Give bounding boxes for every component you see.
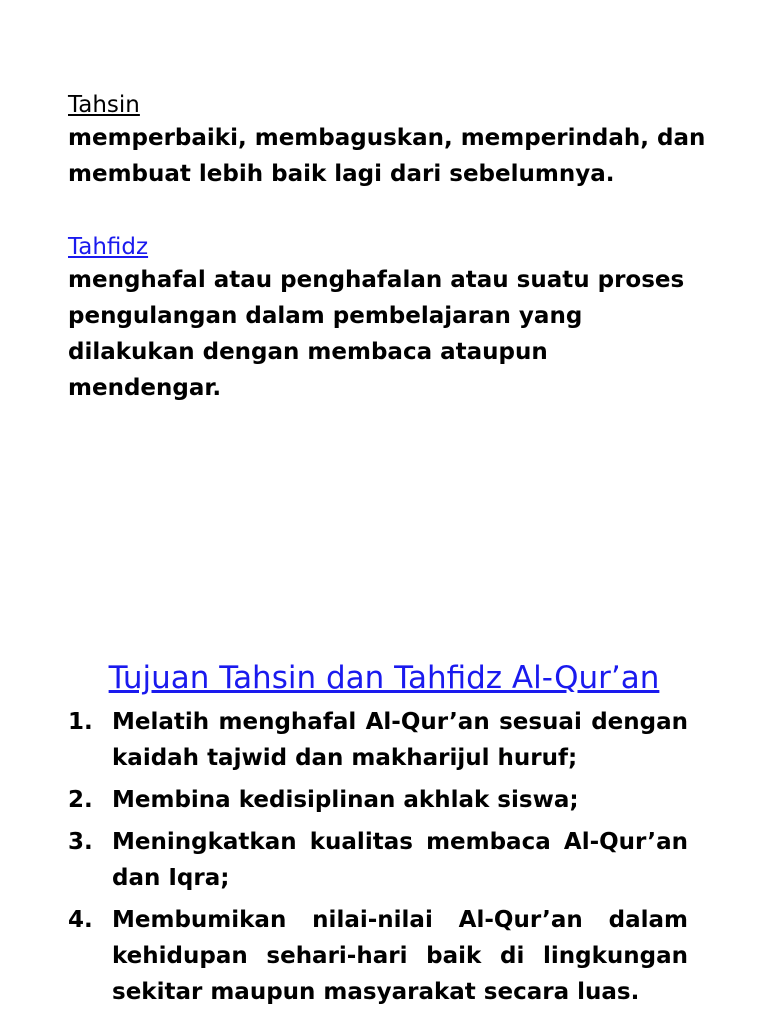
tahfidz-definition-block [68, 232, 708, 406]
list-item-text: Melatih menghafal Al-Qur’an sesuai dengan kaidah tajwid dan makharijul huruf; [112, 709, 688, 771]
tahsin-definition-block [68, 90, 708, 192]
list-item-number: 1. [68, 709, 93, 735]
list-item-number: 2. [68, 787, 93, 813]
list-item [68, 824, 688, 896]
tahsin-term: Tahsin [68, 92, 140, 118]
list-item-number: 4. [68, 907, 93, 933]
tahsin-definition: memperbaiki, membaguskan, memperindah, dan membuat lebih baik lagi dari sebelumnya. [68, 125, 706, 187]
list-item [68, 902, 688, 1010]
goals-title: Tujuan Tahsin dan Tahfidz Al-Qur’an [108, 660, 660, 696]
list-item-text: Meningkatkan kualitas membaca Al-Qur’an dan Iqra; [112, 829, 688, 891]
list-item-text: Membina kedisiplinan akhlak siswa; [112, 787, 579, 813]
list-item [68, 782, 688, 818]
tahfidz-term: Tahfidz [68, 234, 149, 260]
goals-list [68, 704, 688, 1016]
tahfidz-definition: menghafal atau penghafalan atau suatu proses pengulangan dalam pembelajaran yang dilakukan dengan membaca ataupun mendengar. [68, 267, 685, 401]
list-item-number: 3. [68, 829, 93, 855]
list-item [68, 704, 688, 776]
list-item-text: Membumikan nilai-nilai Al-Qur’an dalam kehidupan sehari-hari baik di lingkungan sekitar maupun masyarakat secara luas. [112, 907, 688, 1005]
